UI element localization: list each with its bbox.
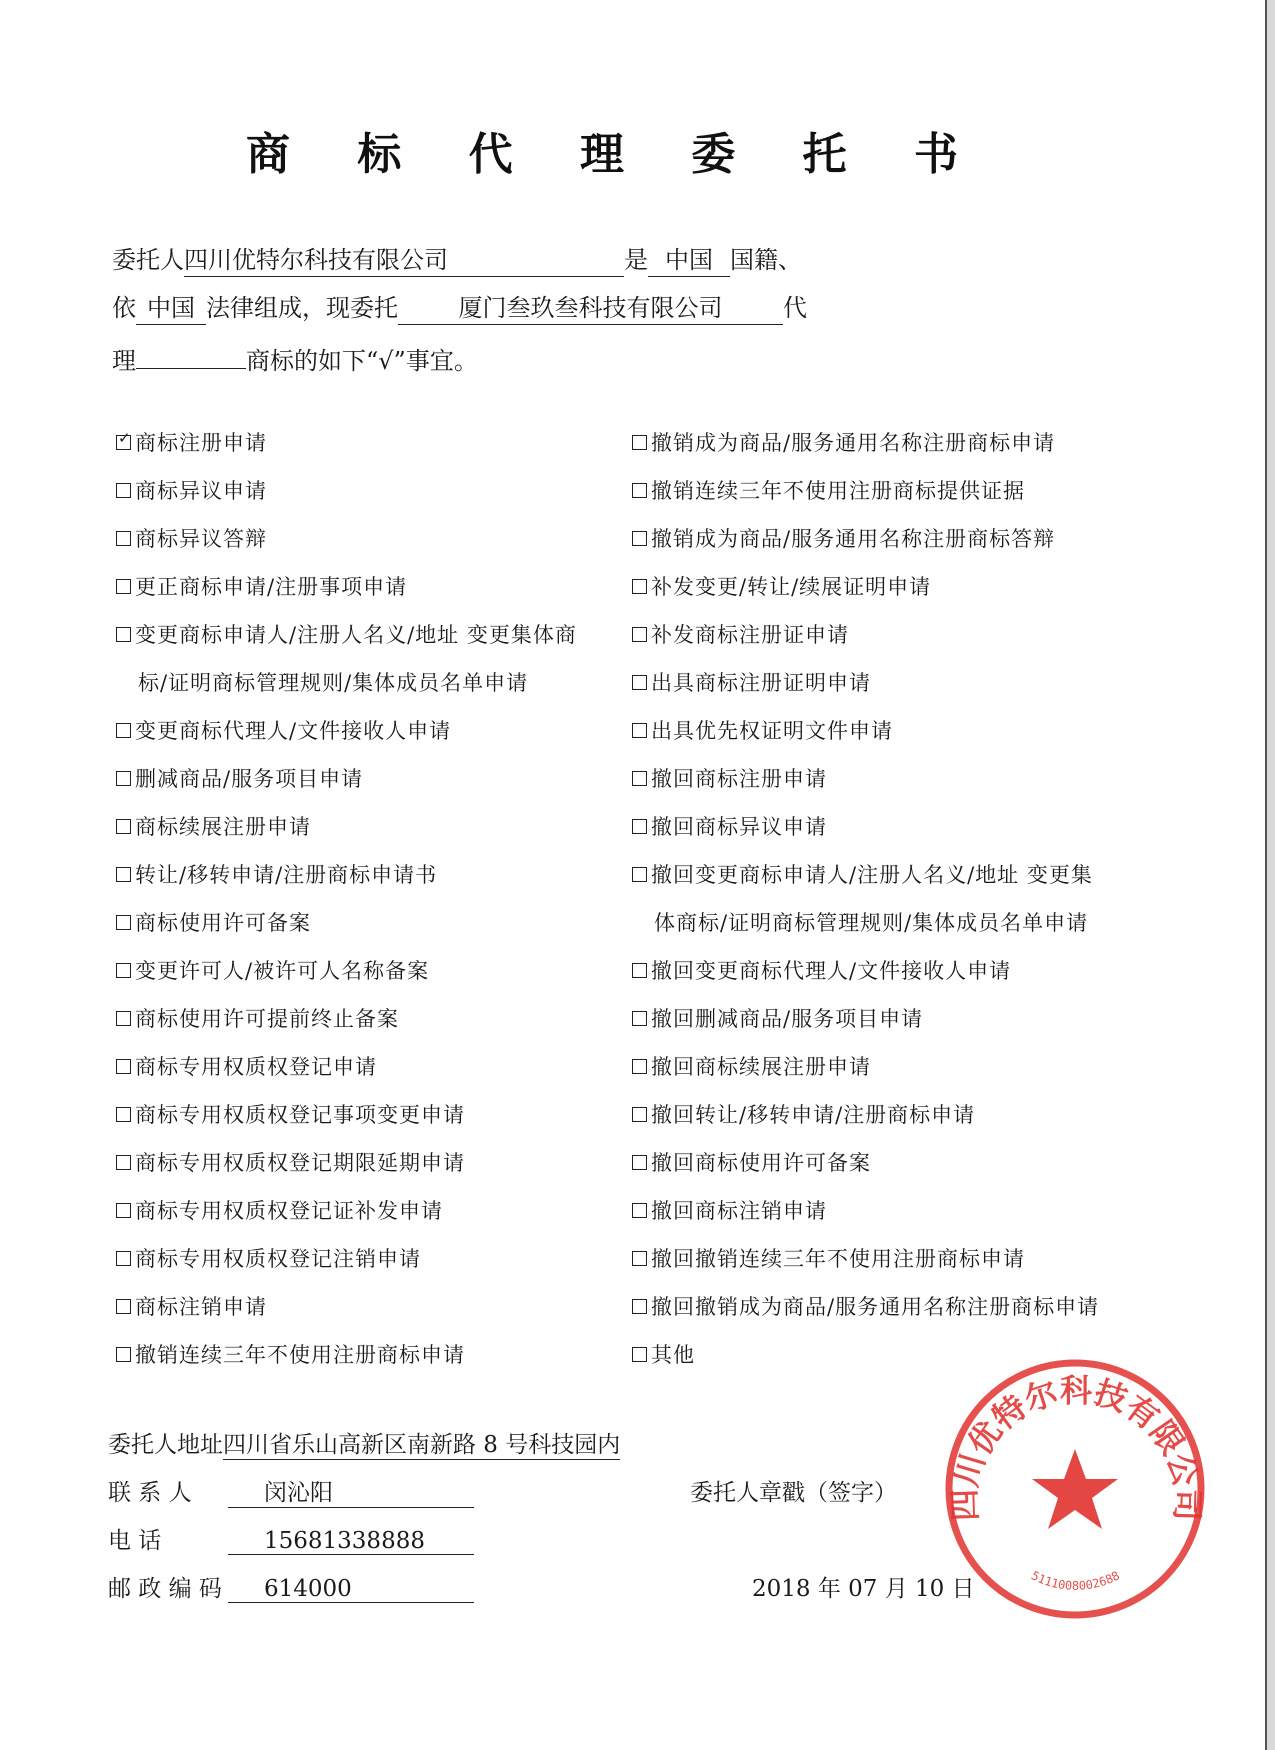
checkbox[interactable]	[632, 483, 647, 498]
checkbox-item[interactable]	[116, 514, 676, 562]
checkbox-item[interactable]	[116, 610, 676, 658]
checkbox[interactable]	[632, 1107, 647, 1122]
checkbox-label: 商标专用权质权登记期限延期申请	[135, 1151, 465, 1175]
page-edge-line	[1265, 0, 1267, 1750]
checkbox[interactable]	[116, 1107, 131, 1122]
checkbox-item[interactable]	[632, 1282, 1192, 1330]
checkbox[interactable]	[632, 1251, 647, 1266]
checkbox-item[interactable]	[632, 802, 1192, 850]
checkbox-item[interactable]	[116, 1090, 676, 1138]
checkbox[interactable]	[116, 771, 131, 786]
seal-signature-label: 委托人章戳（签字）	[690, 1480, 897, 1506]
checkbox[interactable]	[632, 435, 647, 450]
checkbox[interactable]	[632, 819, 647, 834]
checkbox-label: 更正商标申请/注册事项申请	[135, 575, 408, 599]
trademark-blank	[136, 340, 246, 369]
checkbox[interactable]	[116, 627, 131, 642]
checkbox[interactable]	[116, 1203, 131, 1218]
checkbox-item[interactable]	[632, 1042, 1192, 1090]
checkbox-checked[interactable]	[116, 428, 132, 450]
checkbox[interactable]	[632, 1203, 647, 1218]
principal-name-field	[184, 244, 624, 277]
checkbox-label: 商标专用权质权登记证补发申请	[135, 1199, 443, 1223]
checkbox-item-continuation	[116, 658, 676, 706]
checkbox-item[interactable]	[632, 1186, 1192, 1234]
checkbox-item[interactable]	[632, 658, 1192, 706]
checkbox-item[interactable]	[632, 706, 1192, 754]
checkbox-label: 商标专用权质权登记申请	[135, 1055, 377, 1079]
intro-line-3	[112, 340, 478, 377]
checkbox[interactable]	[116, 1299, 131, 1314]
address-value: 四川省乐山高新区南新路 8 号科技园内	[223, 1426, 620, 1460]
checkbox-label: 变更商标申请人/注册人名义/地址 变更集体商	[135, 623, 577, 647]
seal-company-name: 四川优特尔科技有限公司	[945, 1371, 1207, 1522]
checkbox[interactable]	[632, 531, 647, 546]
checkbox-item[interactable]	[116, 850, 676, 898]
checkbox-label: 撤回转让/移转申请/注册商标申请	[651, 1103, 976, 1127]
law-text: 法律组成，现委托	[206, 294, 398, 322]
checkbox[interactable]	[632, 723, 647, 738]
law-country-field	[136, 292, 206, 325]
checkbox-item[interactable]	[116, 754, 676, 802]
checkbox-label: 商标使用许可备案	[135, 911, 311, 935]
checkbox-item[interactable]	[116, 706, 676, 754]
contact-label: 联 系 人	[108, 1480, 192, 1506]
postcode-label: 邮 政 编 码	[108, 1576, 222, 1602]
checkbox-label: 撤回商标注册申请	[651, 767, 827, 791]
address-line	[108, 1426, 620, 1460]
checkbox-label: 撤回撤销连续三年不使用注册商标申请	[651, 1247, 1025, 1271]
checkbox-item[interactable]	[116, 418, 676, 466]
checkbox[interactable]	[116, 867, 131, 882]
checkbox-label: 商标续展注册申请	[135, 815, 311, 839]
checkbox-label: 补发商标注册证申请	[651, 623, 849, 647]
checkbox-label: 变更商标代理人/文件接收人申请	[135, 719, 452, 743]
checkbox-item[interactable]	[116, 1186, 676, 1234]
checkbox[interactable]	[632, 1155, 647, 1170]
checkbox-label: 撤回删减商品/服务项目申请	[651, 1007, 924, 1031]
checkbox[interactable]	[116, 963, 131, 978]
according-text: 依	[112, 294, 136, 322]
postcode-value: 614000	[228, 1576, 474, 1603]
checkbox-label: 撤回撤销成为商品/服务通用名称注册商标申请	[651, 1295, 1100, 1319]
checkbox[interactable]	[116, 1155, 131, 1170]
checkbox-item[interactable]	[116, 1282, 676, 1330]
checkbox[interactable]	[632, 771, 647, 786]
checkbox-item[interactable]	[116, 898, 676, 946]
checkbox-label: 商标异议答辩	[135, 527, 267, 551]
checkbox-label: 出具优先权证明文件申请	[651, 719, 893, 743]
line3-start: 理	[112, 347, 136, 375]
checkbox-label: 撤销成为商品/服务通用名称注册商标答辩	[651, 527, 1056, 551]
checkbox[interactable]	[116, 483, 131, 498]
checkbox-label: 撤销连续三年不使用注册商标提供证据	[651, 479, 1025, 503]
checkbox-label: 撤销成为商品/服务通用名称注册商标申请	[651, 431, 1056, 455]
checkbox-label: 撤回商标续展注册申请	[651, 1055, 871, 1079]
nationality-field	[648, 244, 730, 277]
seal-code: 5111008002688	[1029, 1568, 1122, 1593]
page-edge	[1267, 0, 1275, 1750]
checkbox-label: 商标专用权质权登记注销申请	[135, 1247, 421, 1271]
checkbox-label: 标/证明商标管理规则/集体成员名单申请	[138, 671, 529, 695]
checkbox-label: 出具商标注册证明申请	[651, 671, 871, 695]
checkbox[interactable]	[116, 1011, 131, 1026]
checkbox[interactable]	[632, 627, 647, 642]
checkbox-item[interactable]	[632, 1138, 1192, 1186]
document-title: 商 标 代 理 委 托 书	[246, 129, 984, 180]
checkbox-label: 补发变更/转让/续展证明申请	[651, 575, 932, 599]
act-suffix: 代	[783, 294, 807, 322]
checkbox[interactable]	[116, 819, 131, 834]
is-text: 是	[624, 246, 648, 274]
checkbox[interactable]	[116, 915, 131, 930]
left-checkbox-column	[116, 418, 676, 1378]
checkbox[interactable]	[632, 963, 647, 978]
checkbox[interactable]	[632, 579, 647, 594]
checkbox-item[interactable]	[116, 1330, 676, 1378]
checkbox[interactable]	[116, 1059, 131, 1074]
phone-line	[108, 1522, 474, 1555]
checkbox-item[interactable]	[632, 754, 1192, 802]
checkbox-label: 撤回变更商标代理人/文件接收人申请	[651, 959, 1012, 983]
intro-line-2	[112, 292, 807, 325]
checkbox-item[interactable]	[116, 802, 676, 850]
right-checkbox-column	[632, 418, 1192, 1378]
checkbox-item[interactable]	[116, 1042, 676, 1090]
line3-rest: 商标的如下“√”事宜。	[246, 347, 478, 375]
checkbox-label: 商标注销申请	[135, 1295, 267, 1319]
checkbox-item[interactable]	[116, 466, 676, 514]
principal-name: 四川优特尔科技有限公司	[184, 246, 448, 274]
checkbox[interactable]	[116, 1347, 131, 1362]
agent-name-field	[398, 292, 783, 325]
checkbox-label: 商标异议申请	[135, 479, 267, 503]
checkbox[interactable]	[116, 579, 131, 594]
postcode-line	[108, 1570, 474, 1603]
phone-label: 电 话	[108, 1528, 162, 1554]
checkbox-label: 撤销连续三年不使用注册商标申请	[135, 1343, 465, 1367]
checkbox[interactable]	[632, 1299, 647, 1314]
phone-value: 15681338888	[228, 1528, 474, 1555]
checkbox-label: 撤回变更商标申请人/注册人名义/地址 变更集	[651, 863, 1093, 887]
checkbox[interactable]	[116, 723, 131, 738]
law-country: 中国	[147, 294, 195, 322]
checkbox-item[interactable]	[116, 1138, 676, 1186]
checkbox-item-continuation	[632, 898, 1192, 946]
checkbox[interactable]	[632, 675, 647, 690]
checkbox-item[interactable]	[632, 1090, 1192, 1138]
nationality: 中国	[665, 246, 713, 274]
checkbox-label: 转让/移转申请/注册商标申请书	[135, 863, 438, 887]
checkbox[interactable]	[116, 531, 131, 546]
intro-line-1	[112, 244, 802, 277]
checkbox-item[interactable]	[632, 946, 1192, 994]
checkbox-label: 体商标/证明商标管理规则/集体成员名单申请	[654, 911, 1089, 935]
checkbox[interactable]	[632, 867, 647, 882]
company-seal-stamp	[943, 1357, 1208, 1622]
checkbox-label: 商标使用许可提前终止备案	[135, 1007, 399, 1031]
checkbox[interactable]	[632, 1347, 647, 1362]
checkbox-item[interactable]	[632, 514, 1192, 562]
agent-name: 厦门叁玖叁科技有限公司	[458, 294, 723, 322]
checkbox-label: 撤回商标注销申请	[651, 1199, 827, 1223]
contact-value: 闵沁阳	[228, 1474, 474, 1508]
checkbox[interactable]	[632, 1059, 647, 1074]
address-label: 委托人地址	[108, 1432, 223, 1458]
checkbox-label: 商标专用权质权登记事项变更申请	[135, 1103, 465, 1127]
date-text: 2018 年 07 月 10 日	[752, 1576, 975, 1602]
checkbox-item[interactable]	[632, 418, 1192, 466]
checkbox-label: 商标注册申请	[135, 431, 267, 455]
checkbox-item[interactable]	[632, 994, 1192, 1042]
checkbox-item[interactable]	[116, 562, 676, 610]
checkbox-item[interactable]	[632, 1234, 1192, 1282]
principal-label: 委托人	[112, 246, 184, 274]
checkbox-item[interactable]	[116, 1234, 676, 1282]
checkbox[interactable]	[632, 1011, 647, 1026]
checkbox-label: 其他	[651, 1343, 695, 1367]
checkbox-item[interactable]	[632, 610, 1192, 658]
checkbox-item[interactable]	[632, 850, 1192, 898]
checkbox-item[interactable]	[632, 562, 1192, 610]
nationality-suffix: 国籍、	[730, 246, 802, 274]
checkbox-label: 删减商品/服务项目申请	[135, 767, 364, 791]
checkbox-item[interactable]	[116, 946, 676, 994]
checkbox-label: 撤回商标使用许可备案	[651, 1151, 871, 1175]
contact-line	[108, 1474, 474, 1508]
seal-star-icon	[1032, 1449, 1118, 1529]
checkbox[interactable]	[116, 1251, 131, 1266]
checkbox-item[interactable]	[116, 994, 676, 1042]
check-mark-icon: ✓	[118, 428, 132, 447]
checkbox-label: 变更许可人/被许可人名称备案	[135, 959, 430, 983]
checkbox-label: 撤回商标异议申请	[651, 815, 827, 839]
checkbox-item[interactable]	[632, 466, 1192, 514]
